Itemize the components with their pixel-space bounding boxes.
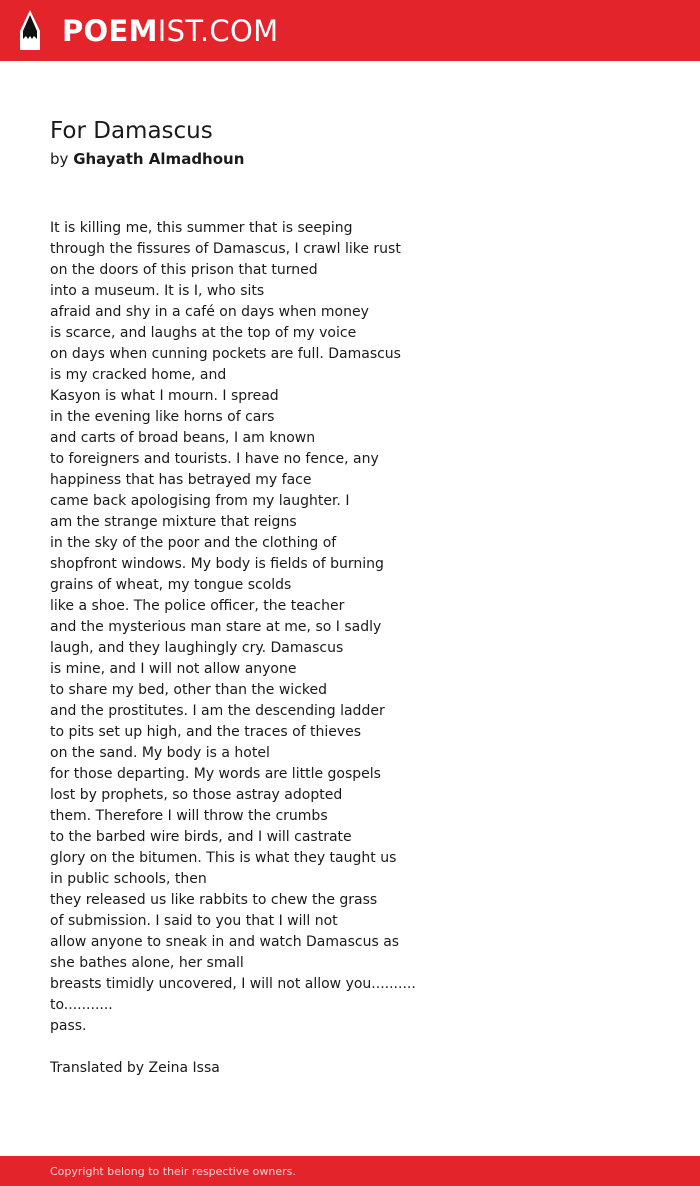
poem-line: laugh, and they laughingly cry. Damascus bbox=[50, 640, 344, 656]
poem-line: like a shoe. The police officer, the teacher bbox=[50, 598, 345, 614]
poem-line: she bathes alone, her small bbox=[50, 955, 244, 971]
poem-line: on the sand. My body is a hotel bbox=[50, 745, 270, 761]
poem-line: to share my bed, other than the wicked bbox=[50, 682, 328, 698]
poem-line: happiness that has betrayed my face bbox=[50, 472, 312, 488]
site-header bbox=[0, 0, 700, 61]
poem-line: is my cracked home, and bbox=[50, 367, 227, 383]
poem-line: they released us like rabbits to chew the grass bbox=[50, 892, 378, 908]
poem-line: grains of wheat, my tongue scolds bbox=[50, 577, 292, 593]
poem-line: am the strange mixture that reigns bbox=[50, 514, 297, 530]
site-logo-link[interactable] bbox=[62, 11, 278, 51]
byline-prefix: by bbox=[50, 150, 69, 168]
poem-line: shopfront windows. My body is fields of burning bbox=[50, 556, 384, 572]
poem-line: and the prostitutes. I am the descending ladder bbox=[50, 703, 385, 719]
poem-line: of submission. I said to you that I will not bbox=[50, 913, 338, 929]
poem-line: on days when cunning pockets are full. Damascus bbox=[50, 346, 401, 362]
poem-line: glory on the bitumen. This is what they taught us bbox=[50, 850, 397, 866]
poem-line: breasts timidly uncovered, I will not allow you.......... bbox=[50, 976, 416, 992]
byline bbox=[50, 149, 244, 169]
poem-line: through the fissures of Damascus, I crawl like rust bbox=[50, 241, 401, 257]
poem-line: is mine, and I will not allow anyone bbox=[50, 661, 297, 677]
poem-line: Kasyon is what I mourn. I spread bbox=[50, 388, 279, 404]
site-footer bbox=[0, 1156, 700, 1186]
poem-line: and carts of broad beans, I am known bbox=[50, 430, 316, 446]
poem-line: to the barbed wire birds, and I will castrate bbox=[50, 829, 352, 845]
poem-line: allow anyone to sneak in and watch Damascus as bbox=[50, 934, 400, 950]
poem-body bbox=[50, 218, 660, 1037]
poem-line: in the sky of the poor and the clothing of bbox=[50, 535, 337, 551]
pen-nib-icon[interactable] bbox=[17, 9, 43, 51]
poem-title: For Damascus bbox=[50, 118, 213, 144]
brand-light: IST.COM bbox=[157, 14, 279, 48]
poem-line: It is killing me, this summer that is seeping bbox=[50, 220, 353, 236]
translator-credit: Translated by Zeina Issa bbox=[50, 1060, 220, 1076]
poem-line: to pits set up high, and the traces of thieves bbox=[50, 724, 362, 740]
poem-line: is scarce, and laughs at the top of my voice bbox=[50, 325, 357, 341]
poem-line: and the mysterious man stare at me, so I sadly bbox=[50, 619, 382, 635]
poem-line: lost by prophets, so those astray adopted bbox=[50, 787, 343, 803]
poem-line: to foreigners and tourists. I have no fence, any bbox=[50, 451, 379, 467]
poem-line: into a museum. It is I, who sits bbox=[50, 283, 265, 299]
poem-line: in public schools, then bbox=[50, 871, 207, 887]
poem-line: afraid and shy in a café on days when money bbox=[50, 304, 369, 320]
poem-line: came back apologising from my laughter. I bbox=[50, 493, 350, 509]
copyright-notice: Copyright belong to their respective owners. bbox=[50, 1165, 296, 1178]
author-name: Ghayath Almadhoun bbox=[73, 150, 245, 168]
poem-line: for those departing. My words are little gospels bbox=[50, 766, 381, 782]
poem-line: on the doors of this prison that turned bbox=[50, 262, 318, 278]
poem-line: in the evening like horns of cars bbox=[50, 409, 275, 425]
poem-line: them. Therefore I will throw the crumbs bbox=[50, 808, 328, 824]
poem-line: pass. bbox=[50, 1018, 87, 1034]
poem-line: to........... bbox=[50, 997, 113, 1013]
brand-bold: POEM bbox=[62, 14, 158, 48]
